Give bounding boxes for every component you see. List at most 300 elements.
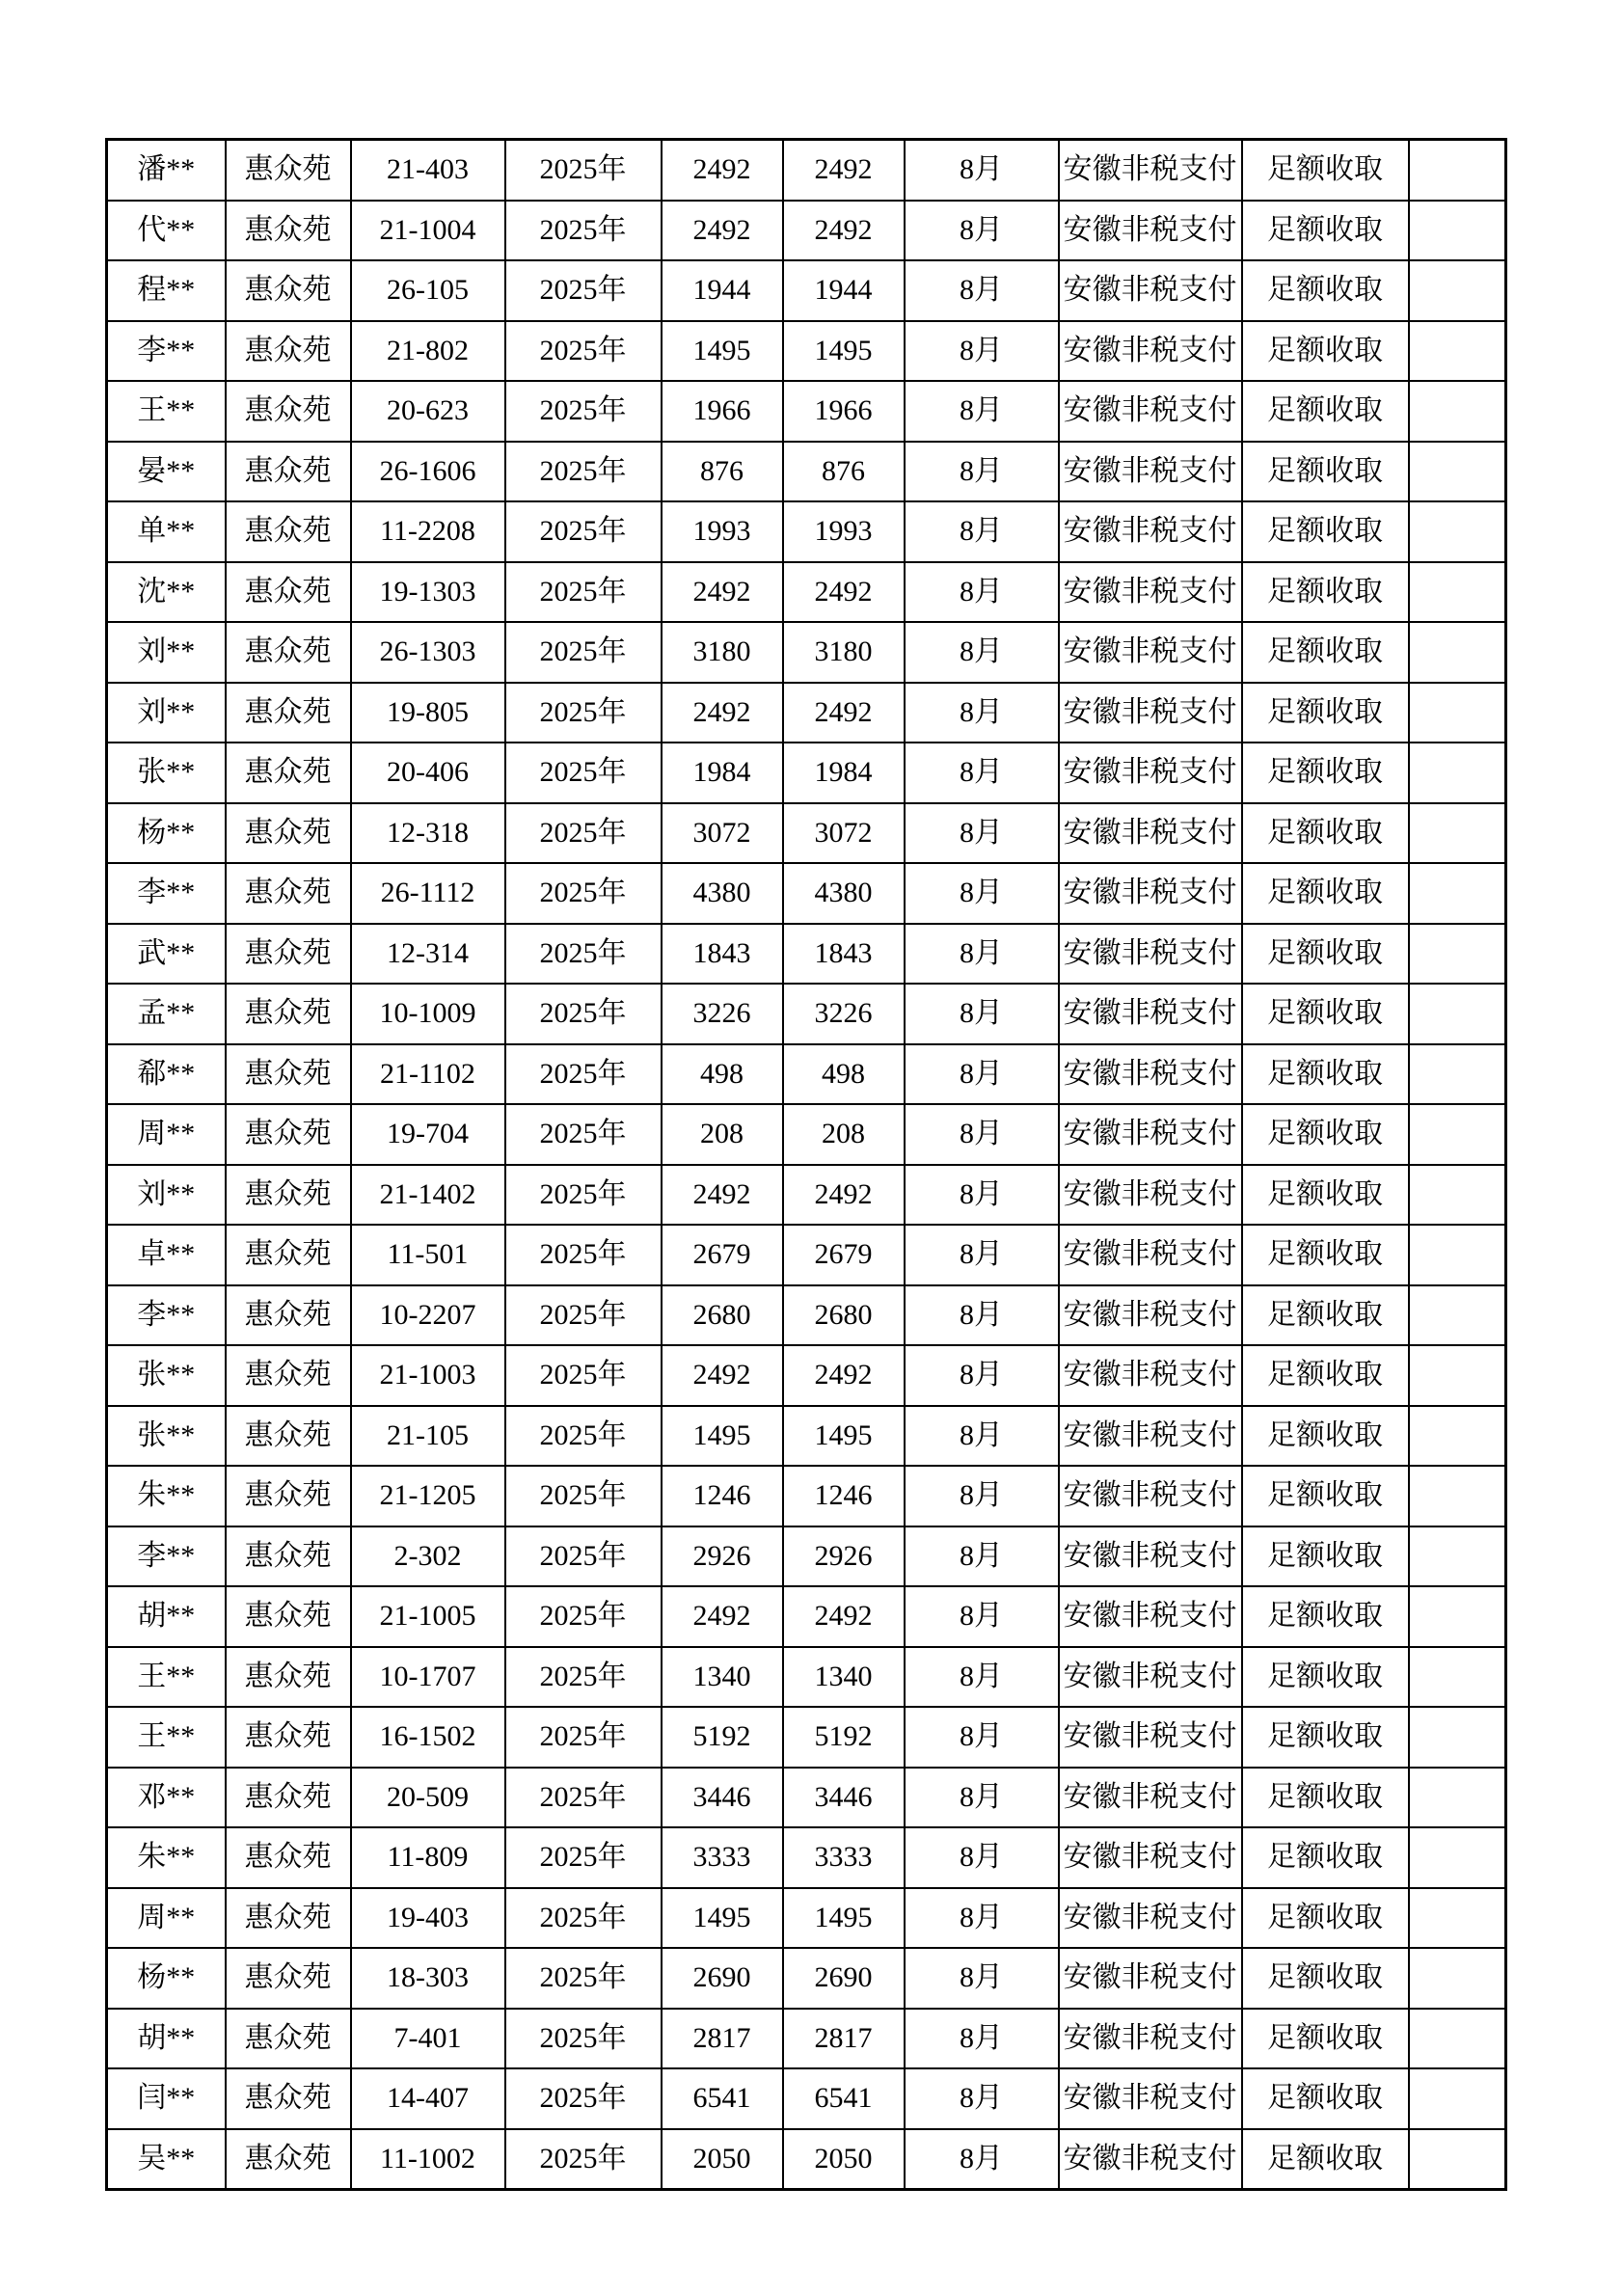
cell-community: 惠众苑	[226, 803, 351, 864]
table-row	[107, 1406, 1506, 1467]
cell-month: 8月	[905, 260, 1059, 321]
cell-remark	[1409, 1104, 1506, 1165]
cell-year: 2025年	[505, 984, 662, 1044]
cell-month: 8月	[905, 140, 1059, 201]
cell-amount_paid: 208	[783, 1104, 905, 1165]
cell-community: 惠众苑	[226, 743, 351, 803]
cell-year: 2025年	[505, 1406, 662, 1467]
cell-name: 周**	[107, 1888, 226, 1949]
cell-community: 惠众苑	[226, 1104, 351, 1165]
cell-amount_paid: 2492	[783, 562, 905, 623]
cell-payment_channel: 安徽非税支付	[1059, 1707, 1242, 1768]
cell-collection_status: 足额收取	[1242, 1345, 1409, 1406]
table-row	[107, 1526, 1506, 1587]
cell-amount_due: 1843	[662, 924, 783, 985]
cell-room: 21-1102	[351, 1044, 505, 1105]
table-row	[107, 984, 1506, 1044]
cell-community: 惠众苑	[226, 201, 351, 261]
cell-collection_status: 足额收取	[1242, 1104, 1409, 1165]
cell-year: 2025年	[505, 381, 662, 442]
table-row	[107, 1225, 1506, 1285]
cell-name: 张**	[107, 743, 226, 803]
cell-collection_status: 足额收取	[1242, 1285, 1409, 1346]
cell-name: 李**	[107, 1526, 226, 1587]
cell-community: 惠众苑	[226, 622, 351, 683]
cell-room: 21-105	[351, 1406, 505, 1467]
table-row	[107, 2129, 1506, 2190]
cell-room: 11-501	[351, 1225, 505, 1285]
cell-name: 刘**	[107, 683, 226, 743]
cell-name: 周**	[107, 1104, 226, 1165]
cell-remark	[1409, 381, 1506, 442]
cell-month: 8月	[905, 1827, 1059, 1888]
cell-month: 8月	[905, 1768, 1059, 1828]
cell-name: 单**	[107, 501, 226, 562]
cell-amount_paid: 1340	[783, 1647, 905, 1708]
cell-remark	[1409, 622, 1506, 683]
cell-amount_paid: 1944	[783, 260, 905, 321]
cell-community: 惠众苑	[226, 2009, 351, 2069]
cell-payment_channel: 安徽非税支付	[1059, 2009, 1242, 2069]
table-row	[107, 683, 1506, 743]
cell-amount_due: 1993	[662, 501, 783, 562]
cell-name: 王**	[107, 1707, 226, 1768]
cell-room: 21-1205	[351, 1466, 505, 1526]
cell-remark	[1409, 1044, 1506, 1105]
cell-remark	[1409, 2068, 1506, 2129]
cell-amount_paid: 3180	[783, 622, 905, 683]
cell-amount_paid: 1495	[783, 321, 905, 382]
cell-remark	[1409, 984, 1506, 1044]
cell-amount_paid: 498	[783, 1044, 905, 1105]
cell-year: 2025年	[505, 201, 662, 261]
table-row	[107, 1768, 1506, 1828]
cell-month: 8月	[905, 1165, 1059, 1226]
table-row	[107, 140, 1506, 201]
table-row	[107, 1586, 1506, 1647]
table-row	[107, 1165, 1506, 1226]
table-row	[107, 1104, 1506, 1165]
cell-payment_channel: 安徽非税支付	[1059, 1285, 1242, 1346]
cell-name: 李**	[107, 1285, 226, 1346]
cell-payment_channel: 安徽非税支付	[1059, 381, 1242, 442]
cell-year: 2025年	[505, 1526, 662, 1587]
cell-amount_due: 1944	[662, 260, 783, 321]
cell-name: 刘**	[107, 1165, 226, 1226]
table-row	[107, 1345, 1506, 1406]
cell-amount_due: 2050	[662, 2129, 783, 2190]
cell-amount_due: 3333	[662, 1827, 783, 1888]
cell-amount_due: 1984	[662, 743, 783, 803]
cell-remark	[1409, 1466, 1506, 1526]
cell-year: 2025年	[505, 924, 662, 985]
table-row	[107, 924, 1506, 985]
cell-year: 2025年	[505, 1345, 662, 1406]
cell-year: 2025年	[505, 1586, 662, 1647]
cell-month: 8月	[905, 1406, 1059, 1467]
cell-room: 16-1502	[351, 1707, 505, 1768]
cell-payment_channel: 安徽非税支付	[1059, 321, 1242, 382]
cell-amount_paid: 2492	[783, 140, 905, 201]
cell-payment_channel: 安徽非税支付	[1059, 1225, 1242, 1285]
cell-year: 2025年	[505, 1948, 662, 2009]
cell-room: 21-1003	[351, 1345, 505, 1406]
cell-year: 2025年	[505, 260, 662, 321]
cell-year: 2025年	[505, 442, 662, 502]
cell-amount_paid: 3226	[783, 984, 905, 1044]
cell-amount_paid: 2492	[783, 1586, 905, 1647]
cell-amount_paid: 1966	[783, 381, 905, 442]
cell-community: 惠众苑	[226, 1345, 351, 1406]
cell-name: 武**	[107, 924, 226, 985]
cell-payment_channel: 安徽非税支付	[1059, 1466, 1242, 1526]
cell-community: 惠众苑	[226, 924, 351, 985]
cell-year: 2025年	[505, 1044, 662, 1105]
cell-name: 张**	[107, 1345, 226, 1406]
cell-amount_paid: 3446	[783, 1768, 905, 1828]
cell-collection_status: 足额收取	[1242, 863, 1409, 924]
table-row	[107, 562, 1506, 623]
cell-amount_paid: 2926	[783, 1526, 905, 1587]
cell-room: 20-623	[351, 381, 505, 442]
cell-payment_channel: 安徽非税支付	[1059, 1406, 1242, 1467]
cell-year: 2025年	[505, 1827, 662, 1888]
cell-name: 杨**	[107, 1948, 226, 2009]
cell-month: 8月	[905, 1225, 1059, 1285]
cell-payment_channel: 安徽非税支付	[1059, 1586, 1242, 1647]
cell-community: 惠众苑	[226, 442, 351, 502]
cell-name: 李**	[107, 321, 226, 382]
cell-collection_status: 足额收取	[1242, 1225, 1409, 1285]
cell-amount_paid: 1984	[783, 743, 905, 803]
cell-room: 20-509	[351, 1768, 505, 1828]
cell-payment_channel: 安徽非税支付	[1059, 924, 1242, 985]
cell-community: 惠众苑	[226, 260, 351, 321]
cell-room: 10-2207	[351, 1285, 505, 1346]
cell-month: 8月	[905, 1345, 1059, 1406]
cell-month: 8月	[905, 1526, 1059, 1587]
cell-remark	[1409, 442, 1506, 502]
cell-remark	[1409, 803, 1506, 864]
cell-year: 2025年	[505, 2068, 662, 2129]
cell-collection_status: 足额收取	[1242, 683, 1409, 743]
cell-payment_channel: 安徽非税支付	[1059, 1526, 1242, 1587]
cell-payment_channel: 安徽非税支付	[1059, 1104, 1242, 1165]
cell-collection_status: 足额收取	[1242, 1406, 1409, 1467]
table-row	[107, 743, 1506, 803]
cell-amount_paid: 2817	[783, 2009, 905, 2069]
cell-month: 8月	[905, 1285, 1059, 1346]
cell-payment_channel: 安徽非税支付	[1059, 562, 1242, 623]
cell-room: 26-105	[351, 260, 505, 321]
cell-name: 张**	[107, 1406, 226, 1467]
cell-amount_paid: 2690	[783, 1948, 905, 2009]
cell-amount_due: 1246	[662, 1466, 783, 1526]
cell-room: 14-407	[351, 2068, 505, 2129]
cell-month: 8月	[905, 743, 1059, 803]
cell-name: 胡**	[107, 1586, 226, 1647]
cell-name: 郗**	[107, 1044, 226, 1105]
cell-year: 2025年	[505, 562, 662, 623]
cell-collection_status: 足额收取	[1242, 1526, 1409, 1587]
cell-amount_due: 1495	[662, 1406, 783, 1467]
cell-amount_due: 3446	[662, 1768, 783, 1828]
cell-collection_status: 足额收取	[1242, 2129, 1409, 2190]
cell-amount_due: 6541	[662, 2068, 783, 2129]
cell-year: 2025年	[505, 683, 662, 743]
cell-payment_channel: 安徽非税支付	[1059, 1768, 1242, 1828]
cell-year: 2025年	[505, 1225, 662, 1285]
table-row	[107, 1647, 1506, 1708]
cell-collection_status: 足额收取	[1242, 622, 1409, 683]
table-row	[107, 442, 1506, 502]
cell-collection_status: 足额收取	[1242, 562, 1409, 623]
cell-community: 惠众苑	[226, 562, 351, 623]
cell-month: 8月	[905, 683, 1059, 743]
fee-table-body	[107, 140, 1506, 2190]
cell-room: 19-1303	[351, 562, 505, 623]
cell-payment_channel: 安徽非税支付	[1059, 2129, 1242, 2190]
cell-amount_due: 3072	[662, 803, 783, 864]
cell-year: 2025年	[505, 1165, 662, 1226]
cell-amount_paid: 2492	[783, 683, 905, 743]
cell-remark	[1409, 1285, 1506, 1346]
table-row	[107, 260, 1506, 321]
cell-community: 惠众苑	[226, 1526, 351, 1587]
cell-amount_due: 2680	[662, 1285, 783, 1346]
table-row	[107, 201, 1506, 261]
table-row	[107, 1827, 1506, 1888]
cell-payment_channel: 安徽非税支付	[1059, 743, 1242, 803]
cell-month: 8月	[905, 2129, 1059, 2190]
cell-month: 8月	[905, 1104, 1059, 1165]
cell-payment_channel: 安徽非税支付	[1059, 201, 1242, 261]
cell-amount_due: 1340	[662, 1647, 783, 1708]
cell-amount_due: 2492	[662, 683, 783, 743]
cell-payment_channel: 安徽非税支付	[1059, 140, 1242, 201]
cell-community: 惠众苑	[226, 683, 351, 743]
cell-community: 惠众苑	[226, 1466, 351, 1526]
cell-community: 惠众苑	[226, 1225, 351, 1285]
cell-month: 8月	[905, 381, 1059, 442]
cell-amount_due: 2492	[662, 1165, 783, 1226]
table-row	[107, 1888, 1506, 1949]
cell-room: 12-318	[351, 803, 505, 864]
cell-month: 8月	[905, 442, 1059, 502]
table-row	[107, 803, 1506, 864]
cell-room: 21-1402	[351, 1165, 505, 1226]
cell-room: 21-1004	[351, 201, 505, 261]
cell-collection_status: 足额收取	[1242, 924, 1409, 985]
cell-month: 8月	[905, 2009, 1059, 2069]
cell-room: 12-314	[351, 924, 505, 985]
cell-collection_status: 足额收取	[1242, 1707, 1409, 1768]
cell-name: 王**	[107, 381, 226, 442]
cell-remark	[1409, 1406, 1506, 1467]
cell-payment_channel: 安徽非税支付	[1059, 1647, 1242, 1708]
cell-community: 惠众苑	[226, 863, 351, 924]
cell-amount_paid: 4380	[783, 863, 905, 924]
cell-name: 晏**	[107, 442, 226, 502]
cell-month: 8月	[905, 924, 1059, 985]
cell-remark	[1409, 501, 1506, 562]
cell-community: 惠众苑	[226, 1406, 351, 1467]
cell-collection_status: 足额收取	[1242, 984, 1409, 1044]
cell-name: 李**	[107, 863, 226, 924]
cell-community: 惠众苑	[226, 321, 351, 382]
cell-amount_due: 1495	[662, 1888, 783, 1949]
cell-community: 惠众苑	[226, 140, 351, 201]
cell-month: 8月	[905, 321, 1059, 382]
cell-community: 惠众苑	[226, 1647, 351, 1708]
cell-amount_due: 2926	[662, 1526, 783, 1587]
cell-remark	[1409, 260, 1506, 321]
cell-collection_status: 足额收取	[1242, 140, 1409, 201]
cell-amount_paid: 2680	[783, 1285, 905, 1346]
cell-remark	[1409, 1768, 1506, 1828]
cell-amount_paid: 3333	[783, 1827, 905, 1888]
cell-name: 杨**	[107, 803, 226, 864]
cell-name: 潘**	[107, 140, 226, 201]
cell-collection_status: 足额收取	[1242, 743, 1409, 803]
cell-collection_status: 足额收取	[1242, 1768, 1409, 1828]
cell-amount_paid: 2492	[783, 1345, 905, 1406]
cell-name: 程**	[107, 260, 226, 321]
cell-amount_paid: 1495	[783, 1406, 905, 1467]
cell-month: 8月	[905, 803, 1059, 864]
cell-month: 8月	[905, 201, 1059, 261]
table-row	[107, 1285, 1506, 1346]
cell-amount_paid: 1843	[783, 924, 905, 985]
cell-remark	[1409, 1225, 1506, 1285]
cell-payment_channel: 安徽非税支付	[1059, 683, 1242, 743]
cell-collection_status: 足额收取	[1242, 1827, 1409, 1888]
cell-year: 2025年	[505, 1707, 662, 1768]
cell-room: 11-2208	[351, 501, 505, 562]
table-row	[107, 501, 1506, 562]
cell-payment_channel: 安徽非税支付	[1059, 501, 1242, 562]
cell-name: 邓**	[107, 1768, 226, 1828]
table-row	[107, 1044, 1506, 1105]
cell-year: 2025年	[505, 1768, 662, 1828]
cell-month: 8月	[905, 1044, 1059, 1105]
cell-name: 卓**	[107, 1225, 226, 1285]
cell-payment_channel: 安徽非税支付	[1059, 863, 1242, 924]
cell-remark	[1409, 321, 1506, 382]
cell-payment_channel: 安徽非税支付	[1059, 984, 1242, 1044]
cell-remark	[1409, 1526, 1506, 1587]
cell-amount_paid: 1993	[783, 501, 905, 562]
cell-payment_channel: 安徽非税支付	[1059, 803, 1242, 864]
cell-room: 21-802	[351, 321, 505, 382]
cell-year: 2025年	[505, 743, 662, 803]
cell-amount_paid: 3072	[783, 803, 905, 864]
cell-community: 惠众苑	[226, 2068, 351, 2129]
cell-collection_status: 足额收取	[1242, 2009, 1409, 2069]
cell-amount_due: 208	[662, 1104, 783, 1165]
cell-room: 7-401	[351, 2009, 505, 2069]
cell-community: 惠众苑	[226, 2129, 351, 2190]
cell-name: 朱**	[107, 1827, 226, 1888]
table-row	[107, 863, 1506, 924]
cell-remark	[1409, 2009, 1506, 2069]
cell-payment_channel: 安徽非税支付	[1059, 1948, 1242, 2009]
cell-payment_channel: 安徽非税支付	[1059, 1345, 1242, 1406]
cell-amount_due: 5192	[662, 1707, 783, 1768]
cell-year: 2025年	[505, 321, 662, 382]
cell-payment_channel: 安徽非税支付	[1059, 1888, 1242, 1949]
cell-room: 19-403	[351, 1888, 505, 1949]
cell-year: 2025年	[505, 1647, 662, 1708]
cell-collection_status: 足额收取	[1242, 1586, 1409, 1647]
cell-room: 26-1303	[351, 622, 505, 683]
cell-name: 代**	[107, 201, 226, 261]
fee-table	[105, 138, 1507, 2191]
cell-amount_due: 1495	[662, 321, 783, 382]
cell-amount_due: 2690	[662, 1948, 783, 2009]
cell-amount_due: 2492	[662, 562, 783, 623]
cell-remark	[1409, 924, 1506, 985]
cell-collection_status: 足额收取	[1242, 501, 1409, 562]
cell-payment_channel: 安徽非税支付	[1059, 1827, 1242, 1888]
cell-amount_paid: 2679	[783, 1225, 905, 1285]
cell-room: 20-406	[351, 743, 505, 803]
cell-room: 26-1112	[351, 863, 505, 924]
cell-room: 11-1002	[351, 2129, 505, 2190]
cell-year: 2025年	[505, 2009, 662, 2069]
cell-month: 8月	[905, 501, 1059, 562]
cell-payment_channel: 安徽非税支付	[1059, 1165, 1242, 1226]
cell-year: 2025年	[505, 1104, 662, 1165]
cell-year: 2025年	[505, 863, 662, 924]
cell-amount_paid: 6541	[783, 2068, 905, 2129]
cell-room: 10-1707	[351, 1647, 505, 1708]
cell-payment_channel: 安徽非税支付	[1059, 1044, 1242, 1105]
cell-month: 8月	[905, 1586, 1059, 1647]
cell-community: 惠众苑	[226, 1586, 351, 1647]
cell-name: 朱**	[107, 1466, 226, 1526]
cell-remark	[1409, 1586, 1506, 1647]
cell-year: 2025年	[505, 501, 662, 562]
cell-collection_status: 足额收取	[1242, 201, 1409, 261]
cell-room: 26-1606	[351, 442, 505, 502]
cell-collection_status: 足额收取	[1242, 321, 1409, 382]
cell-remark	[1409, 140, 1506, 201]
cell-amount_paid: 5192	[783, 1707, 905, 1768]
cell-remark	[1409, 1165, 1506, 1226]
cell-month: 8月	[905, 562, 1059, 623]
cell-amount_due: 2679	[662, 1225, 783, 1285]
cell-collection_status: 足额收取	[1242, 1044, 1409, 1105]
table-row	[107, 381, 1506, 442]
table-row	[107, 622, 1506, 683]
cell-amount_paid: 1495	[783, 1888, 905, 1949]
cell-amount_due: 2492	[662, 201, 783, 261]
cell-community: 惠众苑	[226, 1707, 351, 1768]
cell-name: 王**	[107, 1647, 226, 1708]
cell-remark	[1409, 743, 1506, 803]
table-row	[107, 321, 1506, 382]
cell-payment_channel: 安徽非税支付	[1059, 442, 1242, 502]
cell-collection_status: 足额收取	[1242, 1165, 1409, 1226]
cell-amount_due: 4380	[662, 863, 783, 924]
cell-collection_status: 足额收取	[1242, 442, 1409, 502]
cell-collection_status: 足额收取	[1242, 2068, 1409, 2129]
cell-month: 8月	[905, 1466, 1059, 1526]
cell-community: 惠众苑	[226, 1285, 351, 1346]
cell-amount_due: 2817	[662, 2009, 783, 2069]
cell-month: 8月	[905, 1647, 1059, 1708]
